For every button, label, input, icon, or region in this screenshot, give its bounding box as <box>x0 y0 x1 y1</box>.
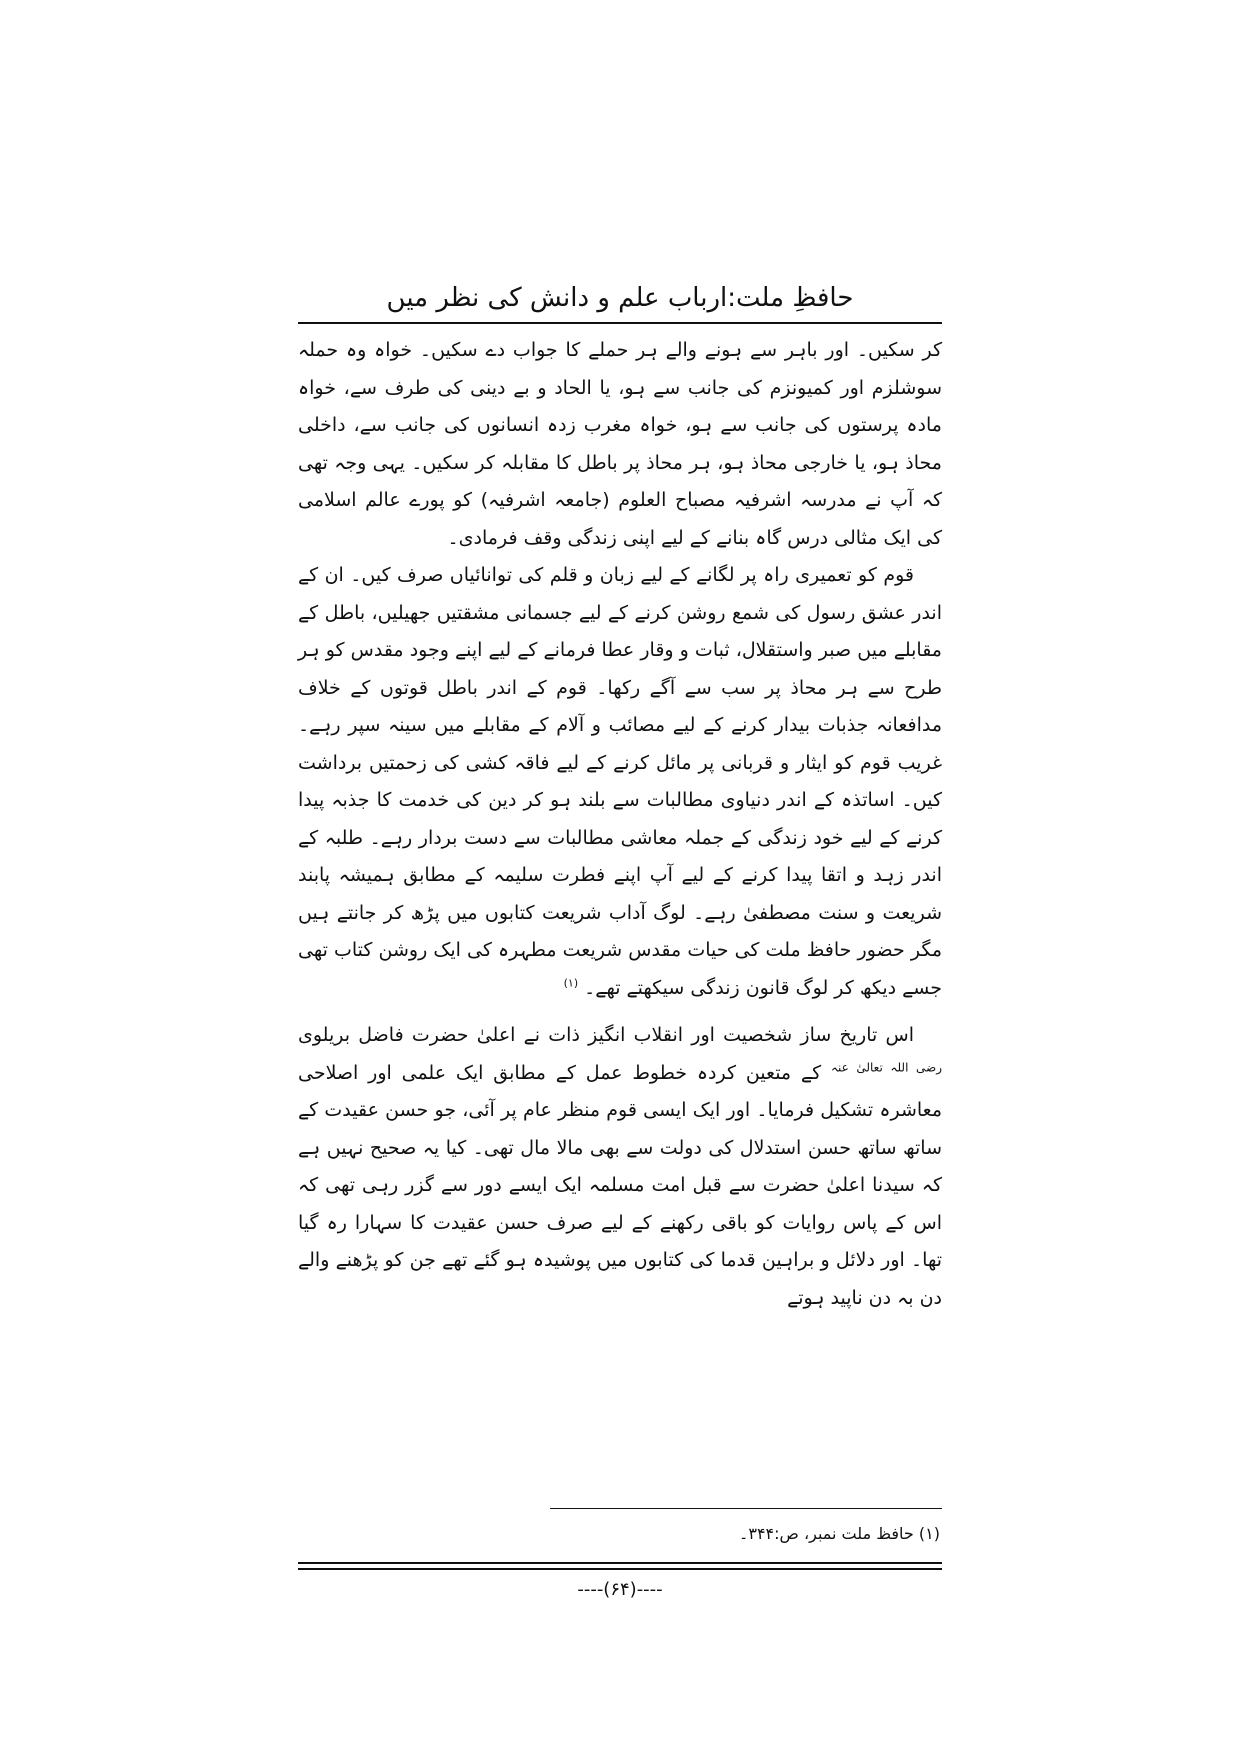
footer-rule-top <box>298 1562 942 1564</box>
paragraph-3-text: اس تاریخ ساز شخصیت اور انقلاب انگیز ذات نے اعلیٰ حضرت فاضل بریلوی <box>298 1024 914 1046</box>
footnote-reference: (۱) <box>563 976 579 990</box>
paragraph-3-continued: کے متعین کردہ خطوط عمل کے مطابق ایک علمی اور اصلاحی معاشرہ تشکیل فرمایا۔ اور ایک ایسی قوم منظر عام پر آئی، جو حسن عقیدت کے ساتھ ساتھ حسن استدلال کی دولت سے بھی مالا مال تھی۔ کیا یہ صحیح نہیں ہے کہ سیدنا اعلیٰ حضرت سے قبل امت مسلمہ ایک ایسے دور سے گزر رہی تھی کہ اس کے پاس روایات کو باقی رکھنے کے لیے صرف حسن عقیدت کا سہارا رہ گیا تھا۔ اور دلائل و براہین قدما کی کتابوں میں پوشیدہ ہو گئے تھے جن کو پڑھنے والے دن بہ دن ناپید ہوتے <box>298 1061 942 1309</box>
paragraph-2-text: قوم کو تعمیری راہ پر لگانے کے لیے زبان و قلم کی توانائیاں صرف کیں۔ ان کے اندر عشق رسول کی شمع روشن کرنے کے لیے جسمانی مشقتیں جھیلیں، باطل کے مقابلے میں صبر واستقلال، ثبات و وقار عطا فرمانے کے لیے اپنے وجود مقدس کو ہر طرح سے ہر محاذ پر سب سے آگے رکھا۔ قوم کے اندر باطل قوتوں کے خلاف مدافعانہ جذبات بیدار کرنے کے لیے مصائب و آلام کے مقابلے میں سینہ سپر رہے۔ غریب قوم کو ایثار و قربانی پر مائل کرنے کے لیے فاقہ کشی کی زحمتیں برداشت کیں۔ اساتذہ کے اندر دنیاوی مطالبات سے بلند ہو کر دین کی خدمت کا جذبہ پیدا کرنے کے لیے خود زندگی کے جملہ معاشی مطالبات سے دست بردار رہے۔ طلبہ کے اندر زہد و اتقا پیدا کرنے کے لیے آپ اپنے فطرت سلیمہ کے مطابق ہمیشہ پابند شریعت و سنت مصطفیٰ رہے۔ لوگ آداب شریعت کتابوں میں پڑھ کر جانتے ہیں مگر حضور حافظ ملت کی حیات مقدس شریعت مطہرہ کی ایک روشن کتاب تھی جسے دیکھ کر لوگ قانون زندگی سیکھتے تھے۔ <box>298 564 942 999</box>
page-number: ----(۶۴)---- <box>577 1579 663 1600</box>
header-rule <box>298 322 942 324</box>
footnote-rule <box>550 1508 942 1509</box>
honorific-glyph: رضی اللہ تعالیٰ عنہ <box>830 1060 942 1075</box>
running-title: حافظِ ملت:ارباب علم و دانش کی نظر میں <box>386 283 854 313</box>
paragraph-1: کر سکیں۔ اور باہر سے ہونے والے ہر حملے کا جواب دے سکیں۔ خواہ وہ حملہ سوشلزم اور کمیونزم کی جانب سے ہو، یا الحاد و بے دینی کی طرف سے، خواہ مادہ پرستوں کی جانب سے ہو، خواہ مغرب زدہ انسانوں کی جانب سے، داخلی محاذ ہو، یا خارجی محاذ ہو، ہر محاذ پر باطل کا مقابلہ کر سکیں۔ یہی وجہ تھی کہ آپ نے مدرسہ اشرفیہ مصباح العلوم (جامعہ اشرفیہ) کو پورے عالم اسلامی کی ایک مثالی درس گاہ بنانے کے لیے اپنی زندگی وقف فرمادی۔ <box>298 339 942 549</box>
footer-rule-bottom <box>298 1568 942 1570</box>
paragraph-2 <box>298 557 942 1007</box>
body-text <box>298 332 942 1317</box>
footnote: (۱) حافظ ملت نمبر، ص:۳۴۴۔ <box>738 1524 940 1543</box>
paragraph-3 <box>298 1017 942 1317</box>
